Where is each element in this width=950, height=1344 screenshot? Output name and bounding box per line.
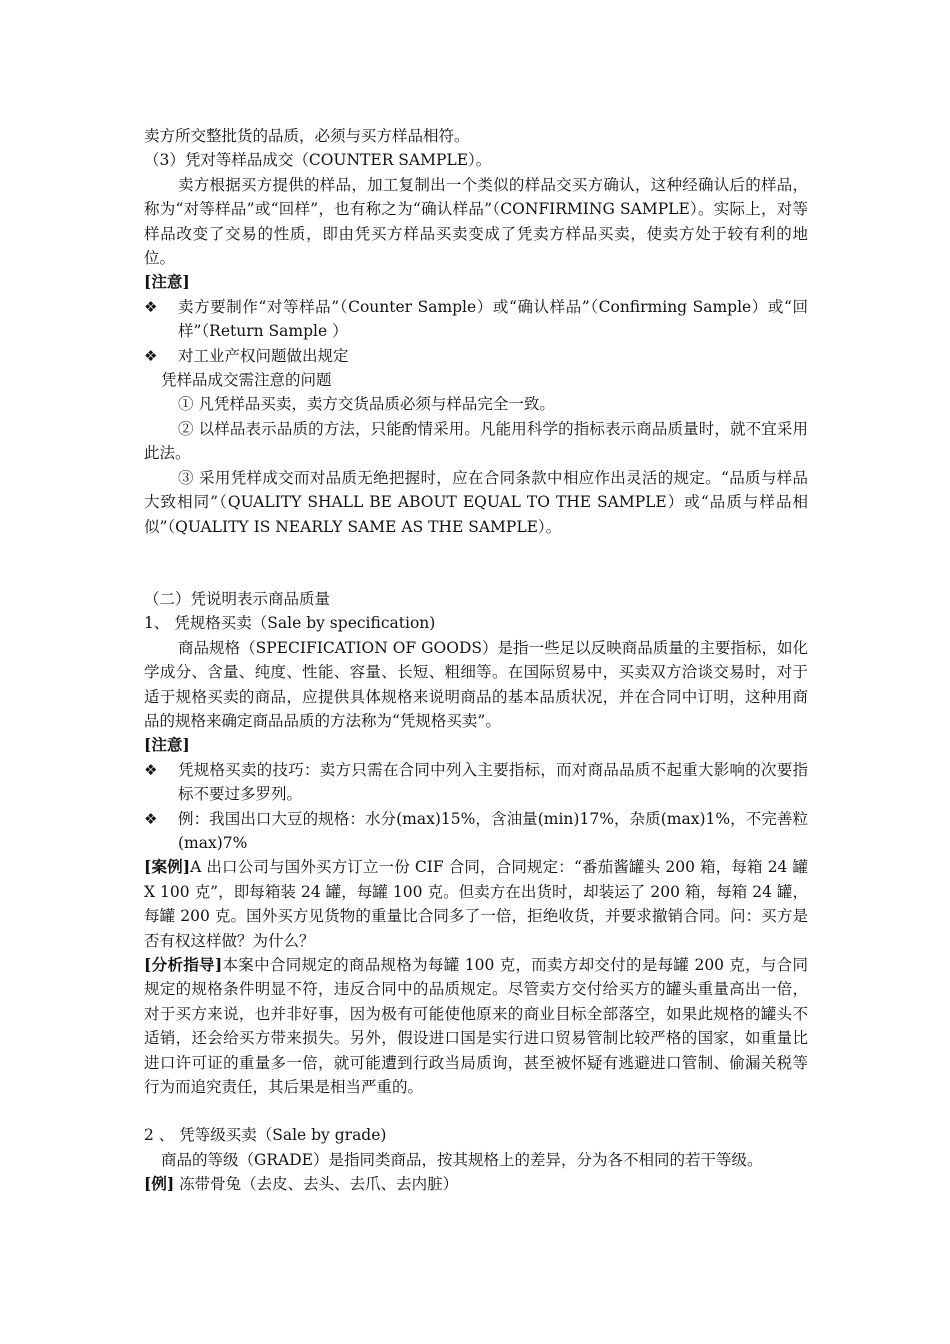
section-heading: （二）凭说明表示商品质量 <box>144 589 331 608</box>
bullet-item <box>144 344 808 368</box>
numbered-item-3: ③ 采用凭样成交而对品质无绝把握时，应在合同条款中相应作出灵活的规定。“品质与样品大致相同”（QUALITY SHALL BE ABOUT EQUAL TO THE SAMPLE）或“品质与样品相似”（QUALITY IS NEARLY SAME AS THE SAMPLE）。 <box>144 468 808 536</box>
numbered-item-2: ② 以样品表示品质的方法，只能酌情采用。凡能用科学的指标表示商品质量时，就不宜采用此法。 <box>144 419 808 463</box>
bullet-item <box>144 807 808 856</box>
note-label: [注意] <box>144 735 190 755</box>
bullet-text: 卖方要制作“对等样品”（Counter Sample）或“确认样品”（Confirming Sample）或“回样”（Return Sample ） <box>178 297 808 341</box>
analysis-text: 本案中合同规定的商品规格为每罐 100 克，而卖方却交付的是每罐 200 克，与合同规定的规格条件明显不符，违反合同中的品质规定。尽管卖方交付给买方的罐头重量高出一倍，对于买方来说，也并非好事，因为极有可能使他原来的商业目标全部落空，如果此规格的罐头不适销，还会给买方带来损失。另外，假设进口国是实行进口贸易管制比较严格的国家，如重量比进口许可证的重量多一倍，就可能遭到行政当局质询，甚至被怀疑有逃避进口管制、偷漏关税等行为而追究责任，其后果是相当严重的。 <box>144 956 808 1097</box>
document-page <box>144 124 808 1197</box>
example-label: [例] <box>144 1174 175 1194</box>
bullet-item <box>144 295 808 344</box>
paragraph-l1: 卖方所交整批货的品质，必须与买方样品相符。 <box>144 127 470 145</box>
bullet-text: 例：我国出口大豆的规格：水分(max)15%，含油量(min)17%，杂质(max)1%，不完善粒(max)7% <box>178 809 808 852</box>
heading-counter-sample: （3）凭对等样品成交（COUNTER SAMPLE）。 <box>144 151 492 170</box>
heading-specification: 1、 凭规格买卖（Sale by specification) <box>144 614 436 633</box>
case-label: [案例] <box>144 857 191 877</box>
note-label: [注意] <box>144 272 190 292</box>
diamond-bullet-icon: ❖ <box>144 760 158 779</box>
diamond-bullet-icon: ❖ <box>144 809 158 828</box>
diamond-bullet-icon: ❖ <box>144 346 158 365</box>
paragraph-counter-sample: 卖方根据买方提供的样品，加工复制出一个类似的样品交买方确认，这种经确认后的样品，称为“对等样品”或“回样”，也有称之为“确认样品”（CONFIRMING SAMPLE）。实际上，对等样品改变了交易的性质，即由凭买方样品买卖变成了凭卖方样品买卖，使卖方处于较有利的地位。 <box>144 175 808 268</box>
case-paragraph <box>144 855 808 953</box>
numbered-item-1: ① 凡凭样品买卖，卖方交货品质必须与样品完全一致。 <box>178 395 555 414</box>
heading-grade: 2 、 凭等级买卖（Sale by grade) <box>144 1126 387 1145</box>
subheading-sample-issues: 凭样品成交需注意的问题 <box>161 371 332 390</box>
paragraph-grade: 商品的等级（GRADE）是指同类商品，按其规格上的差异，分为各不相同的若干等级。 <box>161 1150 763 1169</box>
bullet-item <box>144 758 808 807</box>
paragraph-specification: 商品规格（SPECIFICATION OF GOODS）是指一些足以反映商品质量的主要指标，如化学成分、含量、纯度、性能、容量、长短、粗细等。在国际贸易中，买卖双方洽谈交易时，对于适于规格买卖的商品，应提供具体规格来说明商品的基本品质状况，并在合同中订明，这种用商品的规格来确定商品品质的方法称为“凭规格买卖”。 <box>144 638 808 730</box>
case-text: A 出口公司与国外买方订立一份 CIF 合同，合同规定：“番茄酱罐头 200 箱，每箱 24 罐 X 100 克”，即每箱装 24 罐，每罐 100 克。但卖方在出货时，却装运了 200 箱，每箱 24 罐，每罐 200 克。国外买方见货物的重量比合同多了一倍，拒绝收货，并要求撤销合同。问：买方是否有权这样做？为什么？ <box>144 858 808 950</box>
diamond-bullet-icon: ❖ <box>144 297 158 316</box>
example-text: 冻带骨兔（去皮、去头、去爪、去内脏） <box>174 1175 459 1194</box>
analysis-label: [分析指导] <box>144 955 223 974</box>
example-paragraph <box>144 1172 808 1196</box>
bullet-text: 凭规格买卖的技巧：卖方只需在合同中列入主要指标，而对商品品质不起重大影响的次要指标不要过多罗列。 <box>178 760 808 804</box>
bullet-text: 对工业产权问题做出规定 <box>178 346 349 365</box>
analysis-paragraph <box>144 953 808 1099</box>
